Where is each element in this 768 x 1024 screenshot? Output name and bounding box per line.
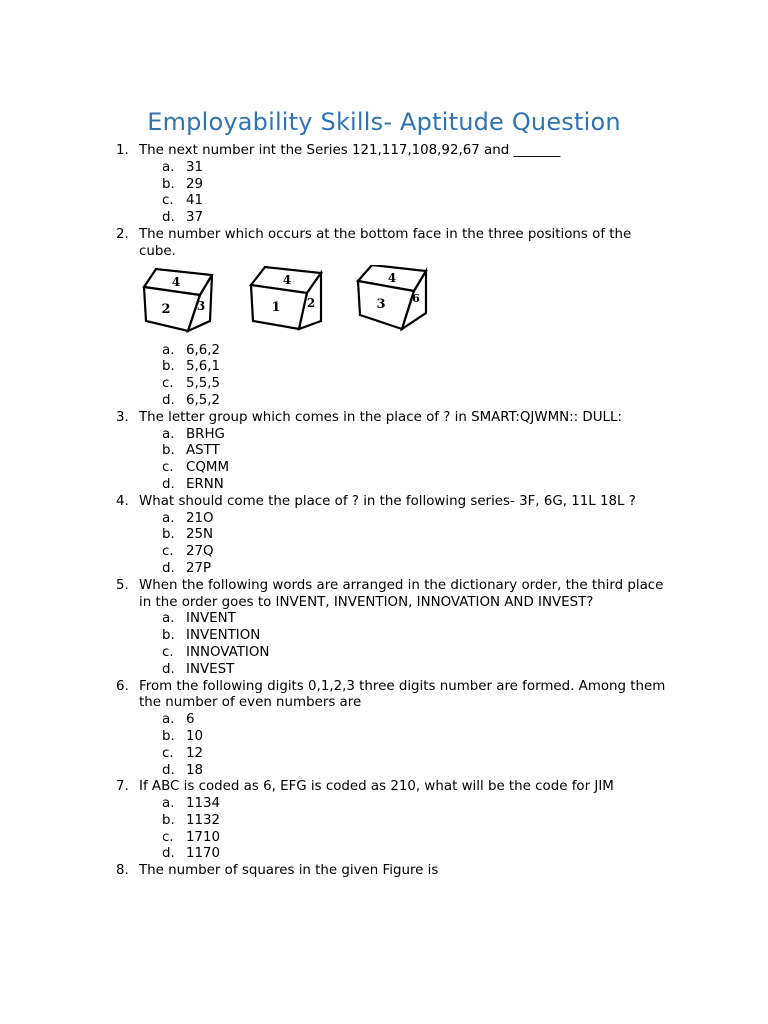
option-text: 31 (186, 159, 204, 175)
option-item (0, 427, 768, 444)
option-letter: a. (162, 712, 175, 728)
option-item (0, 813, 768, 830)
option-item (0, 359, 768, 376)
option-item (0, 393, 768, 410)
cube-side-face: 2 (306, 295, 316, 310)
option-text: 41 (186, 193, 204, 209)
option-item (0, 796, 768, 813)
option-item (0, 443, 768, 460)
option-letter: c. (162, 544, 174, 560)
option-letter: a. (162, 342, 175, 358)
question-number: 3. (116, 409, 129, 425)
option-letter: d. (162, 476, 175, 492)
option-list (0, 160, 768, 227)
option-item (0, 177, 768, 194)
option-letter: b. (162, 359, 175, 375)
option-list (0, 427, 768, 494)
question-text: When the following words are arranged in the dictionary order, the third place in the order goes to INVENT, INVENTION, INNOVATION AND INVEST? (139, 577, 664, 610)
page-title: Employability Skills- Aptitude Question (147, 108, 621, 136)
option-text: 12 (186, 745, 204, 761)
question-number: 6. (116, 678, 129, 694)
option-item (0, 376, 768, 393)
option-text: INVEST (186, 661, 235, 677)
option-item (0, 645, 768, 662)
option-letter: d. (162, 846, 175, 862)
option-letter: c. (162, 460, 174, 476)
question-item (0, 227, 768, 261)
option-item (0, 544, 768, 561)
option-letter: a. (162, 611, 175, 627)
option-letter: b. (162, 812, 175, 828)
option-letter: b. (162, 443, 175, 459)
option-item (0, 527, 768, 544)
option-item (0, 746, 768, 763)
option-letter: c. (162, 745, 174, 761)
option-letter: b. (162, 728, 175, 744)
cube-front-face: 1 (271, 299, 281, 315)
option-text: 27Q (186, 544, 214, 560)
question-number: 2. (116, 226, 129, 242)
option-list (0, 343, 768, 410)
option-letter: c. (162, 193, 174, 209)
question-item (0, 779, 768, 796)
option-item (0, 460, 768, 477)
option-text: ASTT (186, 443, 220, 459)
option-item (0, 477, 768, 494)
question-number: 1. (116, 143, 129, 158)
cube-top-face: 4 (387, 270, 397, 285)
option-letter: a. (162, 796, 175, 812)
option-item (0, 712, 768, 729)
dice-figure (0, 265, 768, 337)
option-text: INVENTION (186, 628, 261, 644)
cube-image (140, 265, 214, 335)
cube-side-face: 6 (412, 291, 420, 305)
option-text: 5,6,1 (186, 359, 221, 375)
cube-front-face: 2 (161, 301, 171, 317)
option-text: 1170 (186, 846, 221, 862)
option-letter: b. (162, 628, 175, 644)
question-item (0, 494, 768, 511)
cube-top-face: 4 (171, 274, 181, 289)
option-text: INNOVATION (186, 644, 270, 660)
cube-image (356, 265, 432, 335)
option-letter: d. (162, 392, 175, 408)
question-item (0, 863, 768, 880)
option-letter: b. (162, 527, 175, 543)
option-text: 37 (186, 210, 204, 226)
question-text: What should come the place of ? in the following series- 3F, 6G, 11L 18L ? (139, 493, 636, 509)
option-list (0, 611, 768, 678)
option-text: 1134 (186, 796, 221, 812)
option-text: 21O (186, 510, 214, 526)
option-list (0, 796, 768, 863)
option-letter: a. (162, 510, 175, 526)
cube-side-face: 3 (196, 298, 206, 313)
option-text: ERNN (186, 476, 224, 492)
option-item (0, 210, 768, 227)
option-text: 29 (186, 176, 204, 192)
option-text: 6 (186, 712, 195, 728)
option-list (0, 712, 768, 779)
option-text: BRHG (186, 426, 225, 442)
option-item (0, 193, 768, 210)
question-item (0, 410, 768, 427)
question-number: 4. (116, 493, 129, 509)
option-list (0, 511, 768, 578)
option-item (0, 343, 768, 360)
option-letter: d. (162, 210, 175, 226)
question-text: The number which occurs at the bottom face in the three positions of the cube. (139, 226, 632, 259)
question-text: The next number int the Series 121,117,108,92,67 and _______ (139, 143, 561, 158)
question-text: The number of squares in the given Figure is (139, 863, 439, 879)
option-text: 6,6,2 (186, 342, 221, 358)
option-item (0, 763, 768, 780)
option-letter: b. (162, 176, 175, 192)
question-text: The letter group which comes in the place of ? in SMART:QJWMN:: DULL: (139, 409, 622, 425)
question-item (0, 578, 768, 612)
option-item (0, 160, 768, 177)
option-text: 18 (186, 762, 204, 778)
option-text: 27P (186, 560, 212, 576)
question-item (0, 143, 768, 160)
option-letter: d. (162, 661, 175, 677)
option-text: CQMM (186, 460, 229, 476)
option-item (0, 662, 768, 679)
option-letter: d. (162, 560, 175, 576)
option-item (0, 628, 768, 645)
question-text: From the following digits 0,1,2,3 three digits number are formed. Among them the number of even numbers are (139, 678, 666, 711)
option-letter: d. (162, 762, 175, 778)
option-text: 10 (186, 728, 204, 744)
option-item (0, 729, 768, 746)
question-number: 5. (116, 577, 129, 593)
question-item (0, 679, 768, 713)
option-letter: a. (162, 426, 175, 442)
option-item (0, 846, 768, 863)
option-text: 5,5,5 (186, 376, 221, 392)
cube-image (249, 265, 325, 335)
question-number: 8. (116, 863, 129, 879)
question-list (0, 143, 768, 880)
option-item (0, 511, 768, 528)
option-letter: a. (162, 159, 175, 175)
cube-front-face: 3 (376, 296, 386, 312)
option-text: 1710 (186, 829, 221, 845)
option-letter: c. (162, 376, 174, 392)
option-letter: c. (162, 644, 174, 660)
cube-top-face: 4 (282, 272, 292, 287)
question-text: If ABC is coded as 6, EFG is coded as 210, what will be the code for JIM (139, 779, 614, 795)
option-item (0, 830, 768, 847)
option-item (0, 561, 768, 578)
option-text: INVENT (186, 611, 236, 627)
option-text: 1132 (186, 812, 221, 828)
option-text: 25N (186, 527, 214, 543)
option-letter: c. (162, 829, 174, 845)
question-number: 7. (116, 779, 129, 795)
option-item (0, 611, 768, 628)
option-text: 6,5,2 (186, 392, 221, 408)
